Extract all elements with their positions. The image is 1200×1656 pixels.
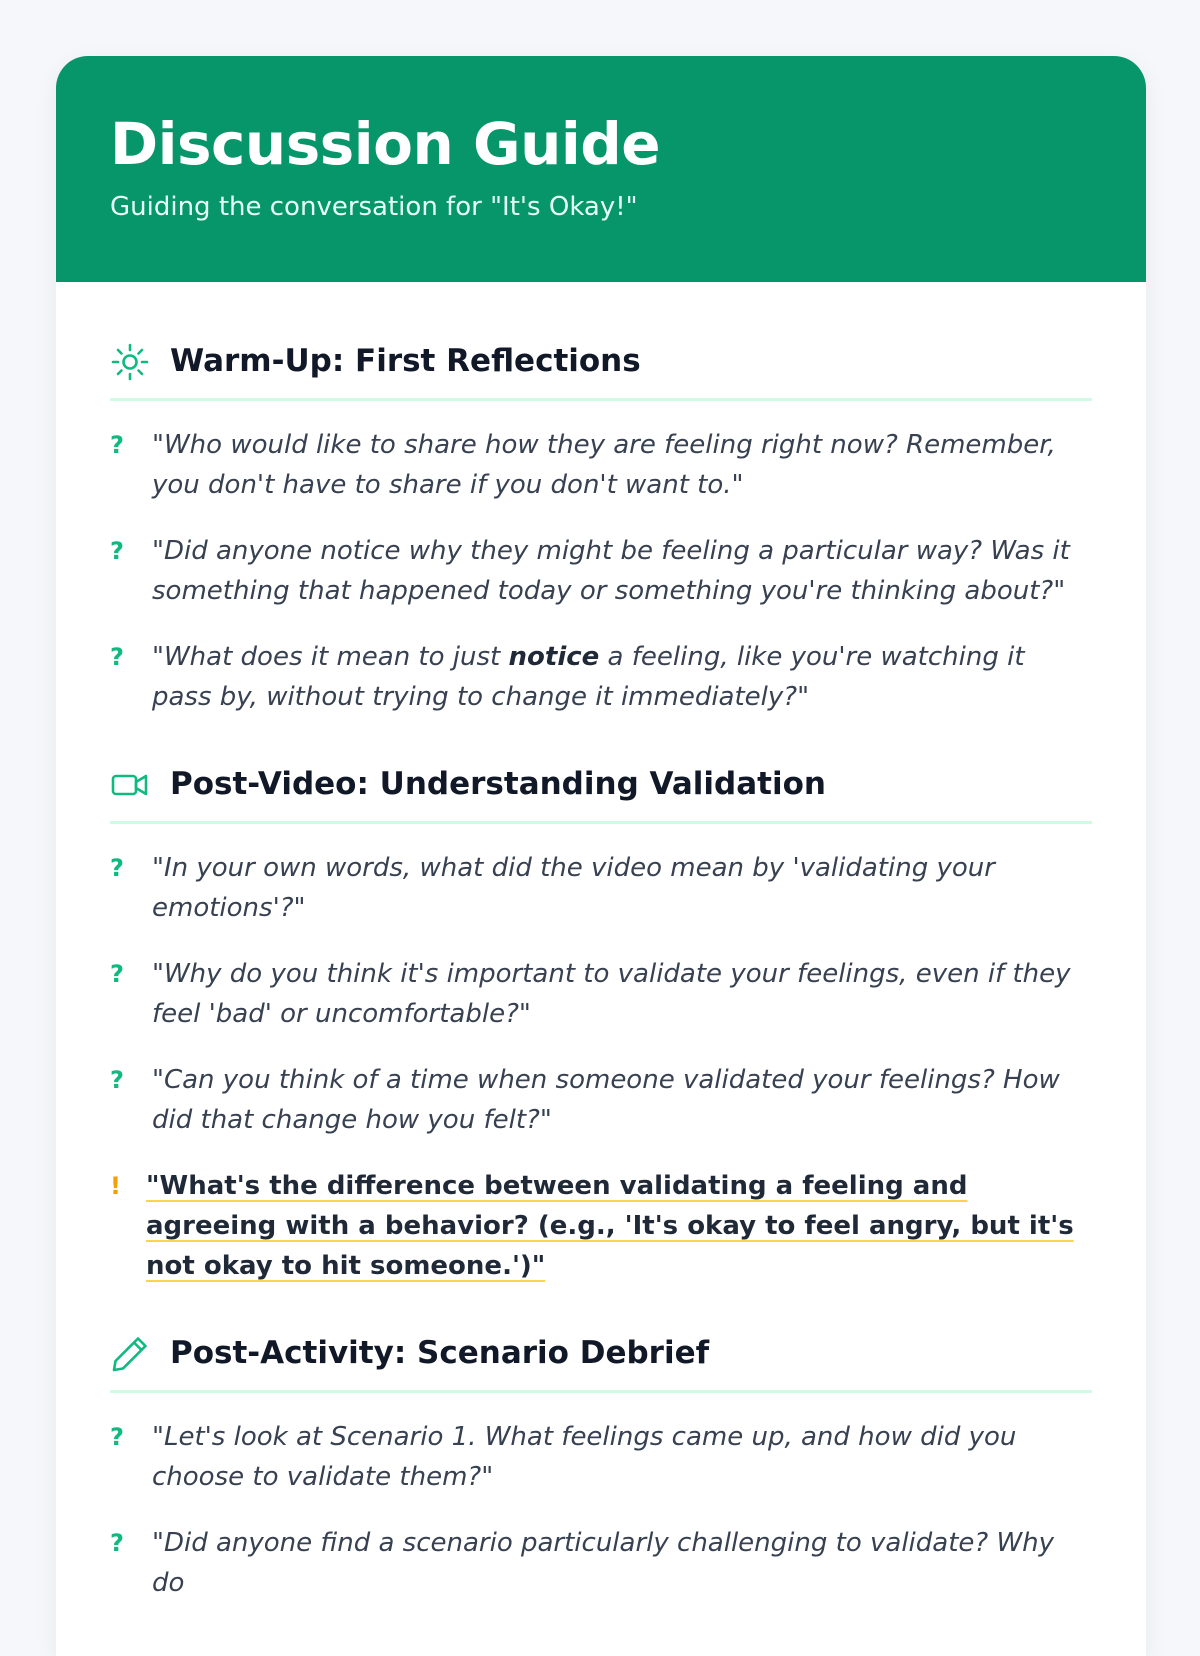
question-mark-icon: ? xyxy=(110,1423,124,1451)
key-question-text: "What's the difference between validating a feeling and agreeing with a behavior? (e.g., 'It's okay to feel angry, but it's not okay to hit someone.')" xyxy=(146,1171,1074,1281)
question-text-after: a feeling, like you're watching it pass by, without trying to change it immediately?" xyxy=(152,642,1025,712)
list-item xyxy=(110,637,1092,717)
section-warm-up xyxy=(110,334,1092,717)
guide-body xyxy=(56,282,1146,1603)
list-item xyxy=(110,848,1092,928)
list-item xyxy=(110,531,1092,611)
discussion-guide-card xyxy=(56,56,1146,1656)
video-camera-icon xyxy=(110,765,150,805)
section-post-video xyxy=(110,757,1092,1286)
question-text: "In your own words, what did the video mean by 'validating your emotions'?" xyxy=(152,853,995,923)
section-title: Post-Activity: Scenario Debrief xyxy=(170,1335,710,1372)
page-title: Discussion Guide xyxy=(110,110,661,178)
question-list xyxy=(110,1417,1092,1603)
list-item xyxy=(110,1417,1092,1497)
list-item xyxy=(110,954,1092,1034)
question-text: "Can you think of a time when someone validated your feelings? How did that change how you felt?" xyxy=(152,1065,1060,1135)
question-mark-icon: ? xyxy=(110,960,124,988)
exclamation-icon: ! xyxy=(110,1172,121,1200)
section-post-activity xyxy=(110,1326,1092,1603)
question-mark-icon: ? xyxy=(110,537,124,565)
question-mark-icon: ? xyxy=(110,1066,124,1094)
question-text: "Did anyone notice why they might be feeling a particular way? Was it something that happened today or something you're thinking about?" xyxy=(152,536,1070,606)
section-title: Post-Video: Understanding Validation xyxy=(170,766,826,803)
guide-header xyxy=(56,56,1146,282)
section-heading xyxy=(110,334,1092,401)
question-mark-icon: ? xyxy=(110,431,124,459)
section-title: Warm-Up: First Reflections xyxy=(170,343,641,380)
list-item xyxy=(110,425,1092,505)
question-text: "Who would like to share how they are feeling right now? Remember, you don't have to share if you don't want to." xyxy=(152,430,1056,500)
key-question-item xyxy=(110,1166,1092,1286)
section-heading xyxy=(110,757,1092,824)
sun-icon xyxy=(110,342,150,382)
question-text: "Why do you think it's important to validate your feelings, even if they feel 'bad' or uncomfortable?" xyxy=(152,959,1071,1029)
question-list xyxy=(110,848,1092,1286)
question-text: "Did anyone find a scenario particularly challenging to validate? Why do xyxy=(152,1528,1055,1598)
question-text: "Let's look at Scenario 1. What feelings came up, and how did you choose to validate them?" xyxy=(152,1422,1017,1492)
question-text xyxy=(152,637,1092,717)
question-list xyxy=(110,425,1092,717)
question-mark-icon: ? xyxy=(110,854,124,882)
question-mark-icon: ? xyxy=(110,1529,124,1557)
section-heading xyxy=(110,1326,1092,1393)
list-item xyxy=(110,1523,1092,1603)
pencil-icon xyxy=(110,1334,150,1374)
question-emphasis: notice xyxy=(508,642,600,672)
question-text-before: "What does it mean to just xyxy=(152,642,509,672)
list-item xyxy=(110,1060,1092,1140)
page-subtitle: Guiding the conversation for "It's Okay!" xyxy=(110,192,638,222)
question-mark-icon: ? xyxy=(110,643,124,671)
